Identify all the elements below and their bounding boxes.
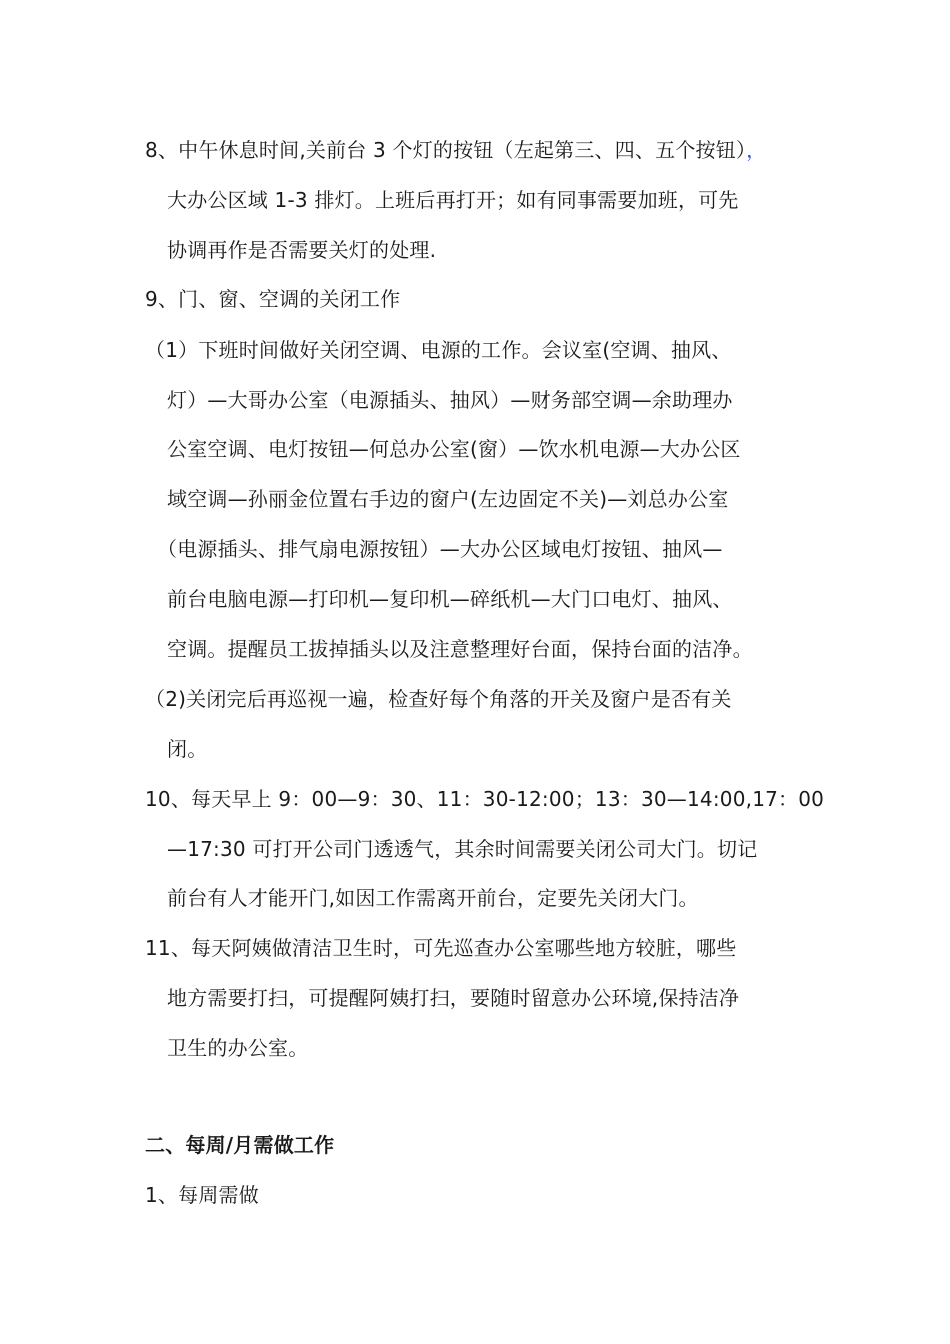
item-11-line-1: 11、每天阿姨做清洁卫生时，可先巡查办公室哪些地方较脏，哪些 [145, 936, 737, 960]
item-9-title: 9、门、窗、空调的关闭工作 [145, 287, 401, 311]
item-8-blue-comma: ， [746, 138, 767, 162]
item-10-line-3: 前台有人才能开门,如因工作需离开前台，定要先关闭大门。 [167, 886, 699, 910]
item-9-sub1-line-5: （电源插头、排气扇电源按钮）—大办公区域电灯按钮、抽风— [157, 537, 723, 561]
item-8-line-1 [145, 136, 766, 164]
item-9-sub1-line-7: 空调。提醒员工拔掉插头以及注意整理好台面，保持台面的洁净。 [167, 637, 753, 661]
item-8-line-3: 协调再作是否需要关灯的处理. [167, 238, 437, 262]
item-9-sub1-line-3: 公室空调、电灯按钮—何总办公室(窗）—饮水机电源—大办公区 [167, 437, 741, 461]
section-2-item-1: 1、每周需做 [145, 1183, 259, 1207]
item-8-line-1-text: 8、中午休息时间,关前台 3 个灯的按钮（左起第三、四、五个按钮） [145, 138, 747, 162]
item-9-sub2-line-1: （2)关闭完后再巡视一遍，检查好每个角落的开关及窗户是否有关 [145, 687, 732, 711]
item-9-sub2-line-2: 闭。 [167, 737, 208, 761]
item-11-line-2: 地方需要打扫，可提醒阿姨打扫，要随时留意办公环境,保持洁净 [167, 986, 740, 1010]
item-11-line-3: 卫生的办公室。 [167, 1036, 309, 1060]
item-9-sub1-line-1: （1）下班时间做好关闭空调、电源的工作。会议室(空调、抽风、 [145, 338, 732, 362]
item-9-sub1-line-2: 灯）—大哥办公室（电源插头、抽风）—财务部空调—余助理办 [167, 388, 733, 412]
item-9-sub1-line-4: 域空调—孙丽金位置右手边的窗户(左边固定不关)—刘总办公室 [167, 487, 729, 511]
item-8-line-2: 大办公区域 1-3 排灯。上班后再打开；如有同事需要加班，可先 [167, 188, 739, 212]
item-9-sub1-line-6: 前台电脑电源—打印机—复印机—碎纸机—大门口电灯、抽风、 [167, 587, 733, 611]
section-2-heading: 二、每周/月需做工作 [145, 1133, 335, 1157]
item-10-line-2: —17:30 可打开公司门透透气，其余时间需要关闭公司大门。切记 [167, 837, 758, 861]
item-10-line-1: 10、每天早上 9：00—9：30、11：30-12:00；13：30—14:00,17：00 [145, 787, 825, 811]
